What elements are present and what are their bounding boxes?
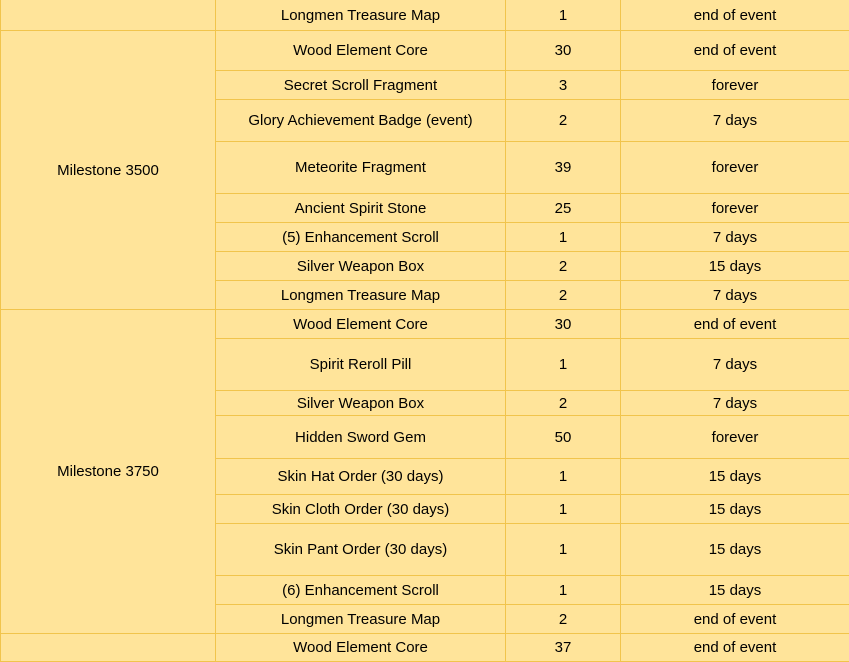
duration-cell: 15 days: [621, 576, 849, 605]
item-name-cell: Secret Scroll Fragment: [216, 71, 506, 100]
item-name-cell: Wood Element Core: [216, 310, 506, 339]
duration-cell: end of event: [621, 634, 849, 662]
duration-cell: forever: [621, 71, 849, 100]
table-row: [1, 310, 849, 339]
quantity-cell: 1: [506, 459, 621, 495]
duration-cell: 15 days: [621, 459, 849, 495]
duration-cell: 15 days: [621, 252, 849, 281]
quantity-cell: 1: [506, 495, 621, 524]
table-row: [1, 31, 849, 71]
milestone-cell: Milestone 3500: [1, 31, 216, 310]
table-row: [1, 0, 849, 31]
item-name-cell: Skin Cloth Order (30 days): [216, 495, 506, 524]
duration-cell: 7 days: [621, 391, 849, 416]
duration-cell: forever: [621, 142, 849, 194]
item-name-cell: Skin Hat Order (30 days): [216, 459, 506, 495]
quantity-cell: 2: [506, 391, 621, 416]
quantity-cell: 3: [506, 71, 621, 100]
item-name-cell: Skin Pant Order (30 days): [216, 524, 506, 576]
item-name-cell: Meteorite Fragment: [216, 142, 506, 194]
duration-cell: end of event: [621, 31, 849, 71]
quantity-cell: 1: [506, 223, 621, 252]
item-name-cell: (5) Enhancement Scroll: [216, 223, 506, 252]
duration-cell: 7 days: [621, 100, 849, 142]
quantity-cell: 1: [506, 576, 621, 605]
item-name-cell: Wood Element Core: [216, 31, 506, 71]
item-name-cell: Longmen Treasure Map: [216, 0, 506, 31]
quantity-cell: 2: [506, 100, 621, 142]
duration-cell: forever: [621, 416, 849, 459]
duration-cell: 15 days: [621, 495, 849, 524]
milestone-cell: Milestone 3750: [1, 310, 216, 634]
quantity-cell: 2: [506, 281, 621, 310]
quantity-cell: 30: [506, 31, 621, 71]
duration-cell: 7 days: [621, 339, 849, 391]
quantity-cell: 37: [506, 634, 621, 662]
item-name-cell: Silver Weapon Box: [216, 391, 506, 416]
duration-cell: end of event: [621, 310, 849, 339]
milestone-cell: [1, 634, 216, 662]
item-name-cell: Wood Element Core: [216, 634, 506, 662]
quantity-cell: 1: [506, 339, 621, 391]
milestone-cell: [1, 0, 216, 31]
item-name-cell: Spirit Reroll Pill: [216, 339, 506, 391]
duration-cell: 7 days: [621, 223, 849, 252]
item-name-cell: Hidden Sword Gem: [216, 416, 506, 459]
table-row: [1, 634, 849, 662]
duration-cell: 7 days: [621, 281, 849, 310]
item-name-cell: Silver Weapon Box: [216, 252, 506, 281]
duration-cell: forever: [621, 194, 849, 223]
item-name-cell: (6) Enhancement Scroll: [216, 576, 506, 605]
quantity-cell: 1: [506, 524, 621, 576]
item-name-cell: Longmen Treasure Map: [216, 605, 506, 634]
quantity-cell: 30: [506, 310, 621, 339]
quantity-cell: 25: [506, 194, 621, 223]
duration-cell: end of event: [621, 605, 849, 634]
quantity-cell: 2: [506, 252, 621, 281]
duration-cell: end of event: [621, 0, 849, 31]
quantity-cell: 39: [506, 142, 621, 194]
duration-cell: 15 days: [621, 524, 849, 576]
quantity-cell: 1: [506, 0, 621, 31]
item-name-cell: Ancient Spirit Stone: [216, 194, 506, 223]
item-name-cell: Longmen Treasure Map: [216, 281, 506, 310]
quantity-cell: 2: [506, 605, 621, 634]
item-name-cell: Glory Achievement Badge (event): [216, 100, 506, 142]
quantity-cell: 50: [506, 416, 621, 459]
